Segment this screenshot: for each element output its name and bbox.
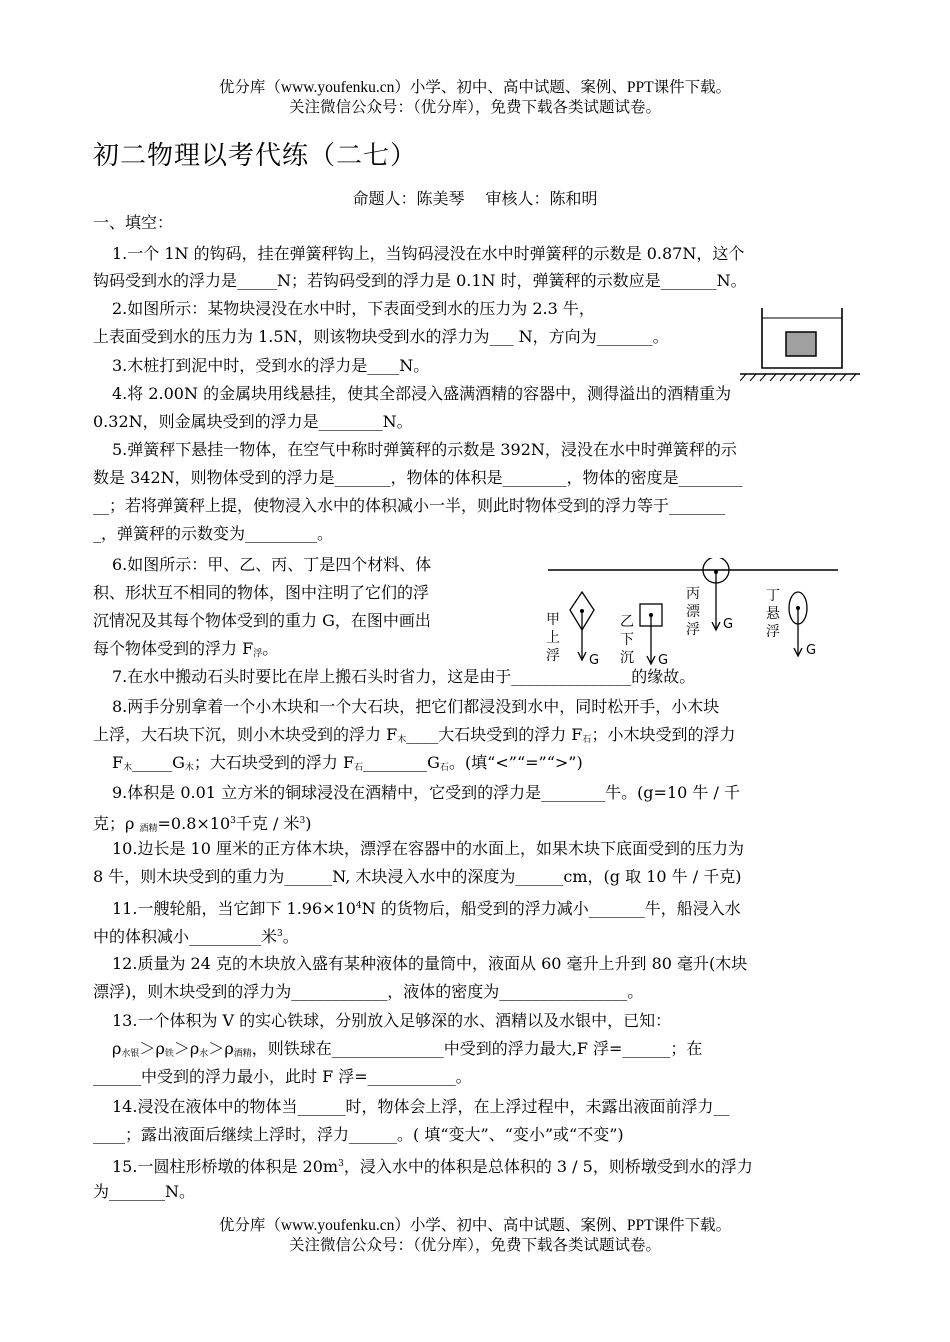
q8-l2b: ____大石块受到的浮力 F [406, 725, 583, 744]
q15-line-1 [112, 1153, 753, 1178]
q9-l2d: ) [305, 814, 312, 833]
label-bing-2: 漂 [686, 604, 700, 620]
gt-3: ＞ [208, 1039, 225, 1058]
header-line-2: 关注微信公众号：（优分库），免费下载各类试题试卷。 [288, 99, 661, 116]
rho-3: ρ [189, 1039, 200, 1058]
q15-line-2: 为_______N。 [93, 1182, 196, 1201]
label-bing-3: 浮 [686, 622, 700, 638]
q1-line-1: 1.一个 1N 的钩码，挂在弹簧秤钩上，当钩码浸没在水中时弹簧秤的示数是 0.87N，这个 [112, 244, 745, 263]
q8-l3e: 。(填“<”“=”“>”) [448, 753, 583, 772]
q10-line-2: 8 牛，则木块受到的重力为______N, 木块浸入水中的深度为______cm，(g 取 10 牛 / 千克) [93, 867, 742, 886]
container-figure [740, 300, 860, 382]
q8-l3c: ；大石块受到的浮力 F [193, 753, 355, 772]
buoyancy-figure [540, 558, 850, 674]
sub-shui: 水 [199, 1049, 209, 1059]
label-bing-1: 丙 [686, 586, 700, 602]
rho-1: ρ [112, 1039, 122, 1058]
gt-1: ＞ [139, 1039, 156, 1058]
q15-l1b: ，浸入水中的体积是总体积的 3 / 5，则桥墩受到水的浮力 [343, 1157, 753, 1176]
q2-line-2: 上表面受到水的压力为 1.5N，则该物块受到水的浮力为___ N，方向为_______。 [93, 327, 669, 346]
label-jia-3: 浮 [546, 648, 560, 664]
q14-line-2: ____；露出液面后继续上浮时，浮力______。( 填“变大”、“变小”或“不变”) [93, 1125, 624, 1144]
q2-line-1: 2.如图所示：某物块浸没在水中时，下表面受到水的压力为 2.3 牛， [112, 299, 595, 318]
q9-sub: 酒精 [139, 824, 158, 834]
q8-line-3 [112, 752, 583, 779]
header-line-1: 优分库（www.youfenku.cn）小学、初中、高中试题、案例、PPT课件下载。 [218, 79, 732, 96]
q15-sup: 3 [338, 1159, 344, 1169]
q6-subscript: 浮 [253, 649, 263, 659]
q13-line-1: 13.一个体积为 V 的实心铁球，分别放入足够深的水、酒精以及水银中，已知： [112, 1011, 672, 1030]
q5-line-2: 数是 342N，则物体受到的浮力是_______，物体的体积是________，物体的密度是________ [93, 468, 743, 487]
q1-line-2: 钩码受到水的浮力是_____N；若钩码受到的浮力是 0.1N 时，弹簧秤的示数应是_______N。 [93, 271, 747, 290]
q13-line-2 [112, 1038, 702, 1065]
q11-line-1 [112, 895, 741, 920]
q3: 3.木桩打到泥中时，受到水的浮力是____N。 [112, 356, 430, 375]
q4-line-2: 0.32N，则金属块受到的浮力是________N。 [93, 412, 413, 431]
q5-line-4: _，弹簧秤的示数变为_________。 [93, 524, 334, 543]
q11-l1b: N 的货物后，船受到的浮力减小_______牛，船浸入水 [361, 899, 741, 918]
g-label-bing: G [723, 617, 734, 632]
label-jia-2: 上 [546, 630, 560, 646]
q6-line-4: 每个物体受到的浮力 $F_浮$。 [93, 639, 279, 659]
q8-line-1: 8.两手分别拿着一个小木块和一个大石块，把它们都浸没到水中，同时松开手，小木块 [112, 697, 720, 716]
q10-line-1: 10.边长是 10 厘米的正方体木块，漂浮在容器中的水面上，如果木块下底面受到的压力为 [112, 839, 744, 858]
q8-l2c: ；小木块受到的浮力 [591, 725, 736, 744]
page-title: 初二物理以考代练（二七） [93, 141, 418, 171]
q4-line-1: 4.将 2.00N 的金属块用线悬挂，使其全部浸入盛满酒精的容器中，测得溢出的酒精重为 [112, 384, 732, 403]
footer-line-1: 优分库（www.youfenku.cn）小学、初中、高中试题、案例、PPT课件下载。 [218, 1217, 732, 1234]
q11-sup-2: 3 [277, 929, 283, 939]
q8-sub-shi-2: 石 [354, 763, 364, 773]
q6-line-2: 积、形状互不相同的物体，图中注明了它们的浮 [93, 583, 430, 602]
q8-sub-shi-1: 石 [582, 735, 592, 745]
q6-line-3: 沉情况及其每个物体受到的重力 G，在图中画出 [93, 611, 431, 630]
q12-line-2: 漂浮)，则木块受到的浮力为____________，液体的密度为________________。 [93, 982, 644, 1001]
q6-line-4-text: 每个物体受到的浮力 F [93, 639, 254, 658]
q11-l2a: 中的体积减小_________米 [93, 927, 278, 946]
q13-l2b: ，则铁球在______________中受到的浮力最大,F 浮=______；在 [251, 1039, 703, 1058]
g-label-yi: G [658, 653, 669, 668]
section-heading: 一、填空： [93, 213, 174, 232]
label-jia-1: 甲 [546, 612, 560, 628]
q5-line-3: __；若将弹簧秤上提，使物浸入水中的体积减小一半，则此时物体受到的浮力等于_______ [93, 496, 726, 515]
q9-sup-2: 3 [299, 816, 306, 826]
q8-sub-shi-3: 石 [439, 763, 449, 773]
q11-l2b: 。 [282, 927, 299, 946]
label-ding-1: 丁 [766, 588, 780, 604]
label-ding-2: 悬 [766, 606, 780, 622]
q8-sub-mu-2: 木 [123, 763, 133, 773]
q6-line-1: 6.如图所示：甲、乙、丙、丁是四个材料、体 [112, 555, 432, 574]
sub-tie: 铁 [164, 1049, 174, 1059]
q11-line-2 [93, 923, 299, 948]
q13-line-3: ______中受到的浮力最小，此时 F 浮=___________。 [93, 1067, 472, 1086]
q14-line-1: 14.浸没在液体中的物体当______时，物体会上浮，在上浮过程中，未露出液面前浮力__ [112, 1097, 730, 1116]
label-yi-2: 下 [620, 632, 634, 648]
q8-sub-mu-3: 木 [184, 763, 194, 773]
q15-l1a: 15.一圆柱形桥墩的体积是 20m [112, 1157, 339, 1176]
q8-l3b: _____G [132, 753, 185, 772]
q9-l2b: =0.8×10 [157, 814, 231, 833]
q7: 7.在水中搬动石头时要比在岸上搬石头时省力，这是由于_______________的缘故。 [112, 667, 696, 686]
rho-4: ρ [224, 1039, 234, 1058]
gt-2: ＞ [173, 1039, 190, 1058]
q12-line-1: 12.质量为 24 克的木块放入盛有某种液体的量筒中，液面从 60 毫升上升到 80 毫升(木块 [112, 954, 748, 973]
q11-l1a: 11.一艘轮船，当它卸下 1.96×10 [112, 899, 356, 918]
label-yi-3: 沉 [620, 650, 634, 666]
q8-l3d: ________G [363, 753, 440, 772]
authors: 命题人：陈美琴 审核人：陈和明 [352, 189, 598, 208]
q5-line-1: 5.弹簧秤下悬挂一物体，在空气中称时弹簧秤的示数是 392N，浸没在水中时弹簧秤的示 [112, 440, 737, 459]
rho-2: ρ [155, 1039, 165, 1058]
q8-l2a: 上浮，大石块下沉，则小木块受到的浮力 F [93, 725, 398, 744]
q11-sup-1: 4 [355, 901, 362, 911]
sub-jiujing: 酒精 [233, 1049, 252, 1059]
q9-sup-1: 3 [230, 816, 236, 826]
footer-line-2: 关注微信公众号：（优分库），免费下载各类试题试卷。 [288, 1237, 661, 1254]
label-ding-3: 浮 [766, 624, 780, 640]
q8-sub-mu-1: 木 [397, 735, 407, 745]
q9-line-1: 9.体积是 0.01 立方米的铜球浸没在酒精中，它受到的浮力是________牛。(g=10 牛 / 千 [112, 783, 740, 802]
q9-l2c: 千克 / 米 [235, 814, 300, 833]
g-label-ding: G [806, 643, 817, 658]
q9-l2a: 克；ρ [93, 814, 140, 833]
label-yi-1: 乙 [620, 614, 634, 630]
q9-line-2 [93, 810, 311, 840]
q8-l3a: F [112, 753, 124, 772]
sub-shuiyin: 水银 [121, 1049, 140, 1059]
q8-line-2 [93, 724, 735, 751]
g-label-jia: G [589, 653, 600, 668]
